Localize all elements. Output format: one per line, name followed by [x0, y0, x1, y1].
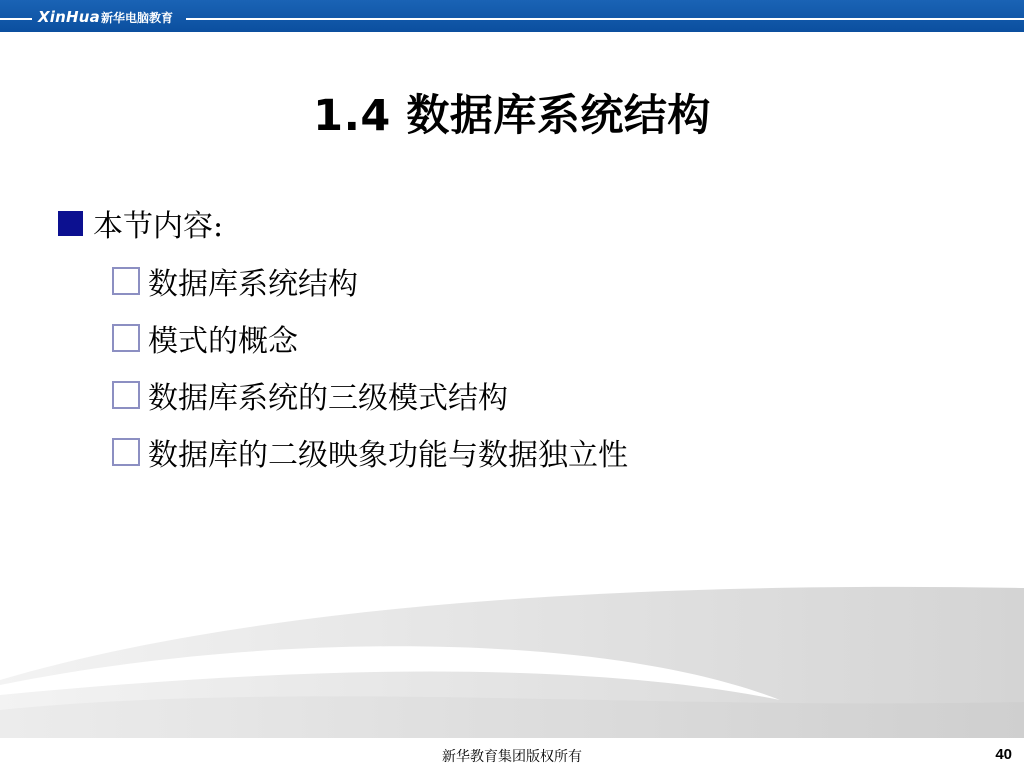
sub-bullet-text: 数据库系统结构 — [148, 266, 358, 302]
brand-name-en: XinHua — [38, 8, 100, 26]
filled-square-bullet-icon — [58, 211, 83, 236]
sub-bullet-item — [112, 366, 628, 423]
sub-bullet-item — [112, 423, 628, 480]
main-bullet-text: 本节内容: — [93, 209, 224, 244]
brand-name-cn: 新华电脑教育 — [100, 11, 173, 25]
sub-bullet-text: 数据库的二级映象功能与数据独立性 — [148, 437, 628, 473]
hollow-square-bullet-icon — [112, 381, 140, 409]
sub-bullet-item — [112, 309, 628, 366]
sub-bullet-text: 模式的概念 — [148, 323, 298, 359]
slide-title: 1.4 数据库系统结构 — [313, 91, 711, 141]
page-number: 40 — [995, 746, 1012, 763]
sub-bullet-list — [112, 252, 628, 480]
main-bullet — [58, 201, 223, 245]
header-bar — [0, 0, 1024, 32]
decorative-swoosh — [0, 560, 1024, 768]
hollow-square-bullet-icon — [112, 267, 140, 295]
hollow-square-bullet-icon — [112, 438, 140, 466]
brand-logo — [38, 8, 173, 26]
sub-bullet-text: 数据库系统的三级模式结构 — [148, 380, 508, 416]
header-rule-left — [0, 18, 32, 20]
footer-copyright: 新华教育集团版权所有 — [442, 749, 582, 765]
header-rule-right — [186, 18, 1024, 20]
sub-bullet-item — [112, 252, 628, 309]
hollow-square-bullet-icon — [112, 324, 140, 352]
